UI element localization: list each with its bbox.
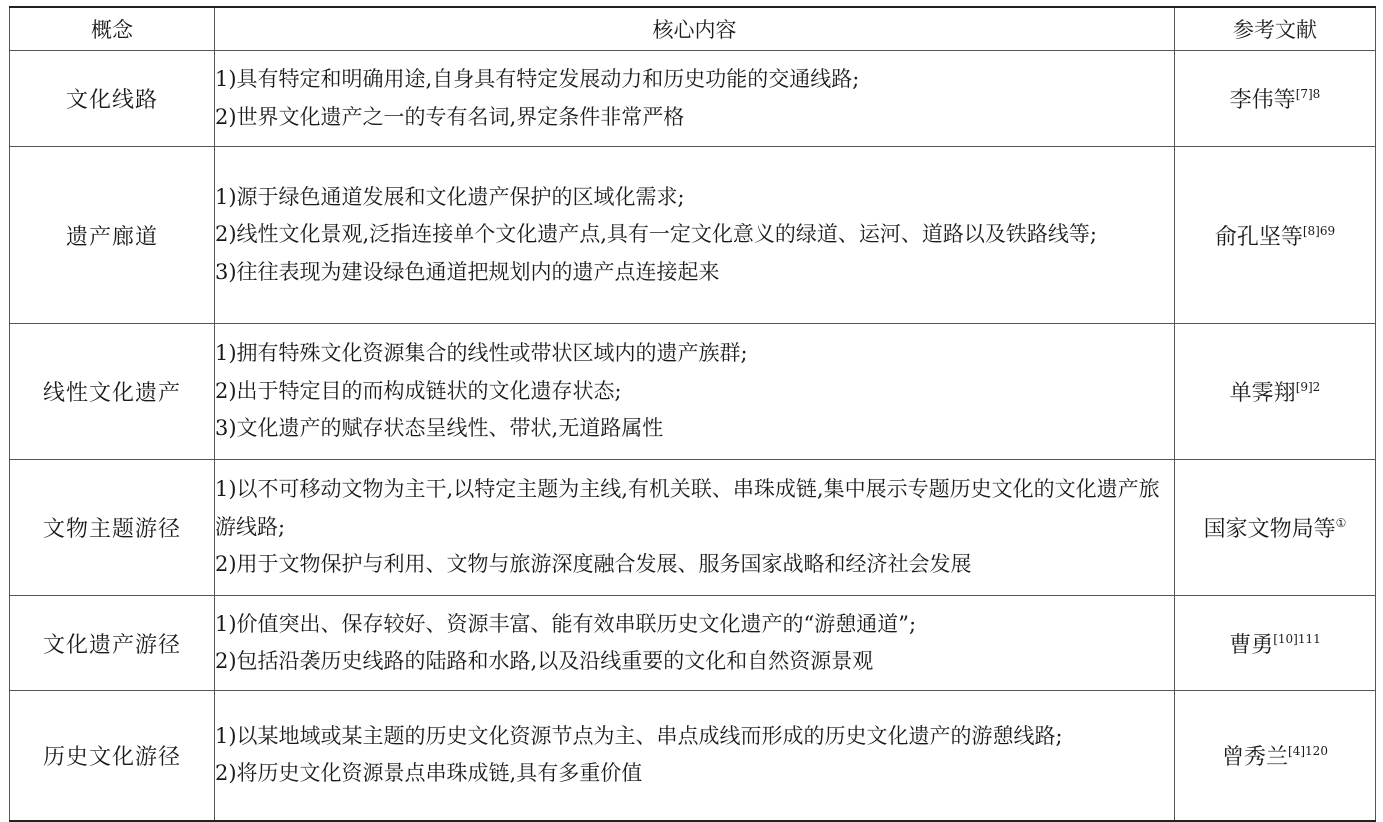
reference-author: 曾秀兰: [1222, 744, 1289, 770]
concept-cell: 文化遗产游径: [10, 596, 215, 691]
content-line: 2)出于特定目的而构成链状的文化遗存状态;: [215, 378, 622, 403]
reference-cell: [1175, 460, 1376, 596]
reference-cell: [1175, 596, 1376, 691]
content-line: 2)用于文物保护与利用、文物与旅游深度融合发展、服务国家战略和经济社会发展: [215, 552, 972, 577]
table-row: [10, 691, 1376, 821]
content-cell: [215, 147, 1175, 324]
table-row: [10, 596, 1376, 691]
content-cell: [215, 324, 1175, 460]
content-line: 2)世界文化遗产之一的专有名词,界定条件非常严格: [215, 104, 685, 129]
reference-cell: [1175, 51, 1376, 147]
concept-cell: 文化线路: [10, 51, 215, 147]
content-line: 1)拥有特殊文化资源集合的线性或带状区域内的遗产族群;: [215, 341, 748, 366]
content-line: 3)文化遗产的赋存状态呈线性、带状,无道路属性: [215, 416, 664, 441]
reference-cell: [1175, 147, 1376, 324]
reference-cell: [1175, 691, 1376, 821]
reference-citation: [10]111: [1273, 631, 1321, 646]
content-cell: [215, 691, 1175, 821]
content-cell: [215, 460, 1175, 596]
table-row: [10, 51, 1376, 147]
reference-author: 单霁翔: [1229, 381, 1296, 406]
reference-citation: [4]120: [1288, 743, 1328, 758]
reference-author: 俞孔坚等: [1214, 224, 1303, 250]
concept-cell: 历史文化游径: [10, 691, 215, 821]
concept-comparison-table: [9, 6, 1376, 822]
table-header: [10, 7, 1376, 51]
concept-cell: 文物主题游径: [10, 460, 215, 596]
reference-citation: [8]69: [1302, 223, 1336, 238]
header-references: 参考文献: [1175, 7, 1376, 51]
content-line: 1)价值突出、保存较好、资源丰富、能有效串联历史文化遗产的“游憩通道”;: [215, 611, 917, 636]
table-row: [10, 147, 1376, 324]
header-core-content: 核心内容: [215, 7, 1175, 51]
content-cell: [215, 51, 1175, 147]
reference-author: 国家文物局等: [1203, 517, 1336, 542]
content-line: 3)往往表现为建设绿色通道把规划内的遗产点连接起来: [215, 259, 720, 284]
document-page: [9, 6, 1375, 818]
table-row: [10, 324, 1376, 460]
content-line: 1)具有特定和明确用途,自身具有特定发展动力和历史功能的交通线路;: [215, 67, 860, 91]
content-line: 2)将历史文化资源景点串珠成链,具有多重价值: [215, 761, 643, 786]
concept-cell: 遗产廊道: [10, 147, 215, 324]
table-row: [10, 460, 1376, 596]
reference-citation: ①: [1335, 516, 1347, 530]
header-concept: 概念: [10, 7, 215, 51]
concept-cell: 线性文化遗产: [10, 324, 215, 460]
content-line: 2)包括沿袭历史线路的陆路和水路,以及沿线重要的文化和自然资源景观: [215, 649, 874, 673]
reference-citation: [7]8: [1295, 87, 1321, 101]
content-line: 1)以某地域或某主题的历史文化资源节点为主、串点成线而形成的历史文化遗产的游憩线路;: [215, 723, 1063, 748]
header-row: [10, 7, 1376, 51]
table-body: [10, 51, 1376, 821]
content-cell: [215, 596, 1175, 691]
content-line: 1)以不可移动文物为主干,以特定主题为主线,有机关联、串珠成链,集中展示专题历史文化的文化遗产旅游线路;: [215, 477, 1160, 539]
reference-author: 李伟等: [1229, 88, 1296, 113]
content-line: 2)线性文化景观,泛指连接单个文化遗产点,具有一定文化意义的绿道、运河、道路以及铁路线等;: [215, 222, 1097, 247]
reference-citation: [9]2: [1295, 380, 1321, 394]
content-line: 1)源于绿色通道发展和文化遗产保护的区域化需求;: [215, 184, 685, 209]
reference-cell: [1175, 324, 1376, 460]
reference-author: 曹勇: [1229, 632, 1274, 658]
